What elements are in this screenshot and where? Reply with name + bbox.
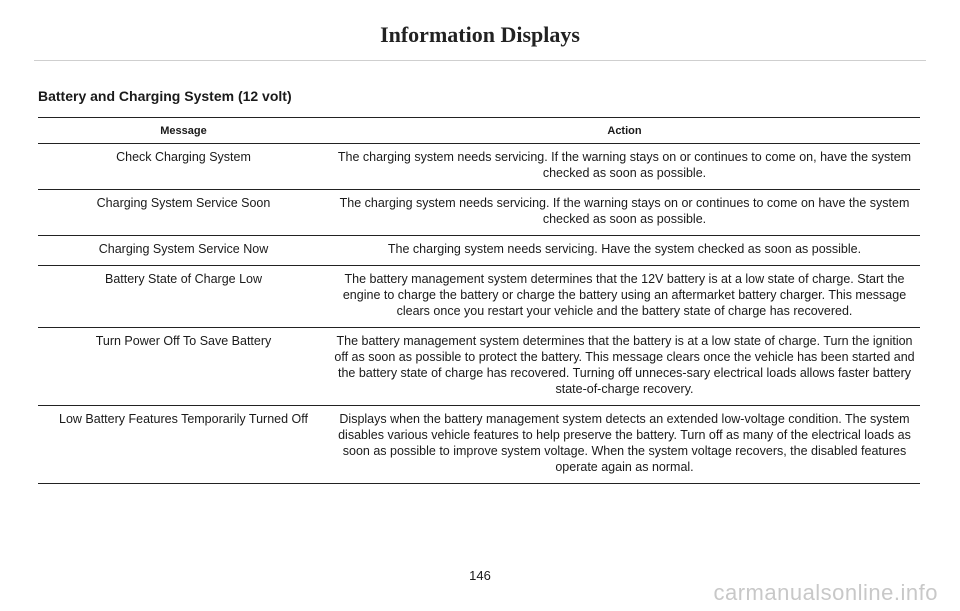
message-cell: Check Charging System [38,144,329,190]
action-cell: The charging system needs servicing. Have the system checked as soon as possible. [329,236,920,266]
action-cell: The battery management system determines that the 12V battery is at a low state of charge. Start the engine to charge the battery or charge the battery using an aftermarket battery charger. This message clears once you restart your vehicle and the battery state of charge has recovered. [329,266,920,328]
message-cell: Low Battery Features Temporarily Turned Off [38,406,329,484]
table-row [38,328,920,406]
message-table [38,117,920,484]
section-title: Battery and Charging System (12 volt) [38,88,292,104]
message-cell: Charging System Service Soon [38,190,329,236]
message-cell: Turn Power Off To Save Battery [38,328,329,406]
page-number: 146 [469,568,491,583]
action-cell: The charging system needs servicing. If the warning stays on or continues to come on, have the system checked as soon as possible. [329,144,920,190]
column-header-message: Message [38,118,329,144]
table-row [38,236,920,266]
table-header-row [38,118,920,144]
table-row [38,406,920,484]
table-row [38,266,920,328]
table-row [38,190,920,236]
action-cell: The charging system needs servicing. If the warning stays on or continues to come on have the system checked as soon as possible. [329,190,920,236]
column-header-action: Action [329,118,920,144]
action-cell: The battery management system determines that the battery is at a low state of charge. Turn the ignition off as soon as possible to protect the battery. This message clears once the vehicle has been started and the battery state of charge has recovered. Turning off unneces-sary electrical loads allows faster battery state-of-charge recovery. [329,328,920,406]
message-cell: Battery State of Charge Low [38,266,329,328]
action-cell: Displays when the battery management system detects an extended low-voltage condition. The system disables various vehicle features to help preserve the battery. Turn off as many of the electrical loads as soon as possible to improve system voltage. When the system voltage recovers, the disabled features operate again as normal. [329,406,920,484]
page-header-title: Information Displays [380,22,580,47]
watermark: carmanualsonline.info [713,580,938,605]
header-divider [34,60,926,61]
message-cell: Charging System Service Now [38,236,329,266]
table-row [38,144,920,190]
